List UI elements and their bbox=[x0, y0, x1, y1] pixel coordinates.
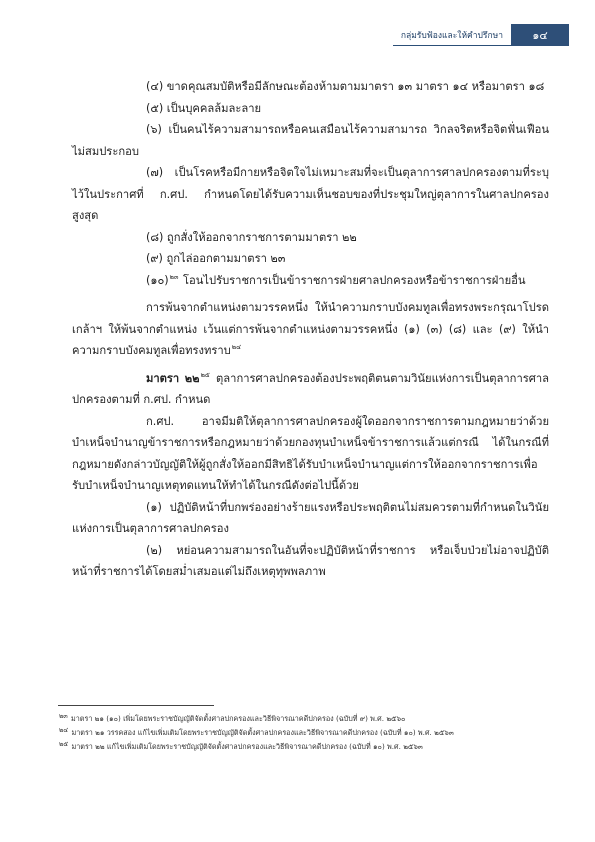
page-header bbox=[393, 24, 569, 46]
footnote bbox=[58, 740, 555, 754]
item-text: โอนไปรับราชการเป็นข้าราชการฝ่ายศาลปกครองหรือข้าราชการฝ่ายอื่น bbox=[179, 273, 526, 287]
footnotes bbox=[58, 712, 555, 754]
main-text bbox=[72, 76, 549, 583]
paragraph: (๕) เป็นบุคคลล้มละลาย bbox=[146, 101, 262, 115]
footnote-ref: ๒๕ bbox=[200, 370, 210, 379]
page-number: ๑๔ bbox=[511, 24, 569, 46]
paragraph: (๖) เป็นคนไร้ความสามารถหรือคนเสมือนไร้ความสามารถ วิกลจริตหรือจิตฟั่นเฟือนไม่สมประกอบ bbox=[72, 123, 549, 158]
header-title: กลุ่มรับฟ้องและให้คำปรึกษา bbox=[393, 24, 511, 46]
paragraph: (๔) ขาดคุณสมบัติหรือมีลักษณะต้องห้ามตามมาตรา ๑๓ มาตรา ๑๔ หรือมาตรา ๑๘ bbox=[146, 80, 545, 93]
footnote-text: มาตรา ๒๑ วรรคสอง แก้ไขเพิ่มเติมโดยพระราชบัญญัติจัดตั้งศาลปกครองและวิธีพิจารณาคดีปกครอง (ฉบับที่ ๑๐) พ.ศ. ๒๕๖๓ bbox=[69, 728, 454, 737]
footnote-number: ๒๕ bbox=[59, 739, 69, 748]
item-label: (๑๐) bbox=[146, 273, 169, 287]
paragraph: (๗) เป็นโรคหรือมีกายหรือจิตใจไม่เหมาะสมที่จะเป็นตุลาการศาลปกครองตามที่ระบุไว้ในประกาศที่ ก.ศป. กำหนดโดยได้รับความเห็นชอบของที่ประชุมใหญ่ตุลาการในศาลปกครองสูงสุด bbox=[72, 166, 549, 222]
footnote-number: ๒๓ bbox=[59, 711, 68, 720]
footnote bbox=[58, 712, 555, 726]
paragraph: (๙) ถูกไล่ออกตามมาตรา ๒๓ bbox=[146, 252, 286, 265]
paragraph: ก.ศป. อาจมีมติให้ตุลาการศาลปกครองผู้ใดออกจากราชการตามกฎหมายว่าด้วยบำเหน็จบำนาญข้าราชการหรือกฎหมายว่าด้วยกองทุนบำเหน็จข้าราชการแล้วแต่กรณี ได้ในกรณีที่กฎหมายดังกล่าวบัญญัติให้ผู้ถูกสั่งให้ออกมีสิทธิได้รับบำเหน็จบำนาญแต่การให้ออกจากราชการเพื่อรับบำเหน็จบำนาญเหตุทดแทนให้ทำได้ในกรณีดังต่อไปนี้ด้วย bbox=[72, 414, 549, 492]
footnote-ref: ๒๔ bbox=[231, 343, 241, 352]
section-title: มาตรา ๒๒ bbox=[146, 371, 200, 385]
paragraph-text: การพ้นจากตำแหน่งตามวรรคหนึ่ง ให้นำความกราบบังคมทูลเพื่อทรงพระกรุณาโปรดเกล้าฯ ให้พ้นจากตำแหน่ง เว้นแต่การพ้นจากตำแหน่งตามวรรคหนึ่ง (๑) (๓) (๘) และ (๙) ให้นำความกราบบังคมทูลเพื่อทรงทราบ bbox=[72, 301, 549, 357]
section-text: ตุลาการศาลปกครองต้องประพฤติตนตามวินัยแห่งการเป็นตุลาการศาลปกครองตามที่ ก.ศป. กำหนด bbox=[72, 371, 549, 406]
footnote-ref: ๒๓ bbox=[169, 272, 179, 281]
paragraph: (๒) หย่อนความสามารถในอันที่จะปฏิบัติหน้าที่ราชการ หรือเจ็บป่วยไม่อาจปฏิบัติหน้าที่ราชการได้โดยสม่ำเสมอแต่ไม่ถึงเหตุทุพพลภาพ bbox=[72, 543, 549, 578]
paragraph bbox=[72, 270, 549, 292]
paragraph: (๑) ปฏิบัติหน้าที่บกพร่องอย่างร้ายแรงหรือประพฤติตนไม่สมควรตามที่กำหนดในวินัยแห่งการเป็นตุลาการศาลปกครอง bbox=[72, 500, 549, 535]
footnote-text: มาตรา ๒๒ แก้ไขเพิ่มเติมโดยพระราชบัญญัติจัดตั้งศาลปกครองและวิธีพิจารณาคดีปกครอง (ฉบับที่ ๑๐) พ.ศ. ๒๕๖๓ bbox=[69, 742, 423, 751]
footnote bbox=[58, 726, 555, 740]
footnote-text: มาตรา ๒๑ (๑๐) เพิ่มโดยพระราชบัญญัติจัดตั้งศาลปกครองและวิธีพิจารณาคดีปกครอง (ฉบับที่ ๙) พ.ศ. ๒๕๖๐ bbox=[68, 714, 406, 723]
paragraph bbox=[72, 297, 549, 362]
footnote-divider bbox=[58, 705, 214, 706]
paragraph: (๘) ถูกสั่งให้ออกจากราชการตามมาตรา ๒๒ bbox=[146, 230, 357, 244]
section-paragraph bbox=[72, 368, 549, 411]
footnote-number: ๒๔ bbox=[59, 725, 69, 734]
